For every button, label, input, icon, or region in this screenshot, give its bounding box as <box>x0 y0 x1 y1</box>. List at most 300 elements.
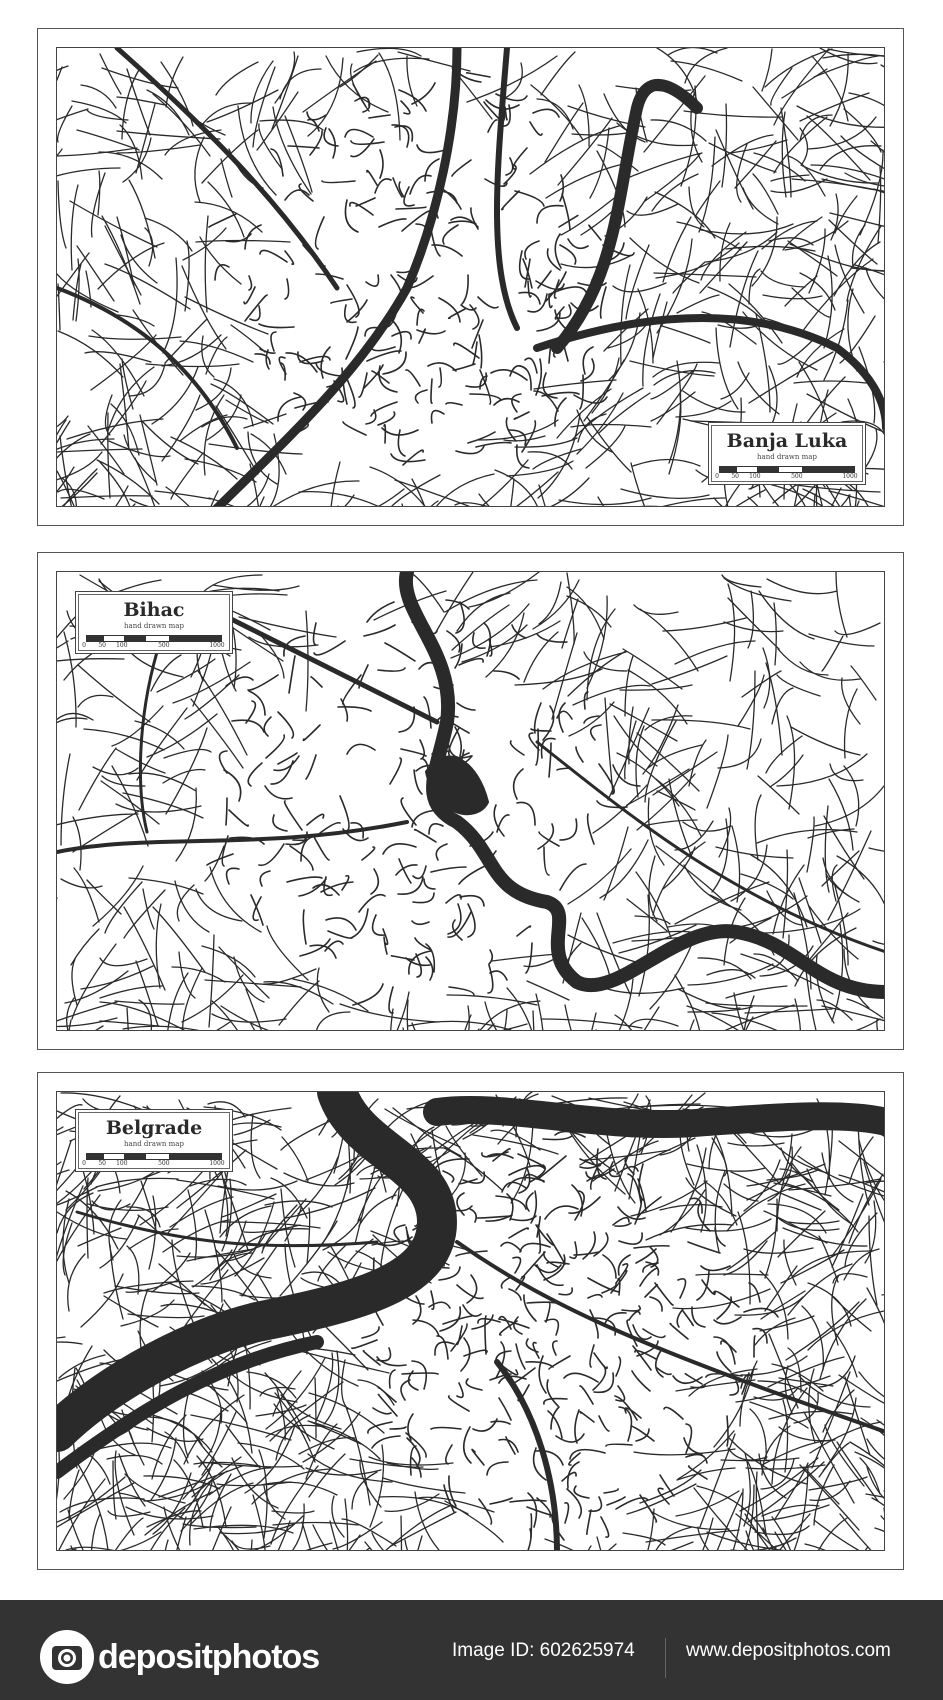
street <box>401 749 426 756</box>
legend-banja-luka <box>708 422 866 485</box>
street <box>662 326 710 343</box>
street <box>316 1012 350 1031</box>
street <box>470 1209 476 1222</box>
street <box>398 877 423 894</box>
scale-tick: 0 <box>715 473 719 480</box>
street <box>562 599 578 648</box>
street <box>390 475 440 507</box>
street <box>338 506 372 507</box>
street <box>396 207 426 209</box>
street <box>575 1410 579 1443</box>
street <box>800 273 835 310</box>
street <box>289 656 295 693</box>
street <box>219 947 269 998</box>
street <box>202 946 255 977</box>
street <box>333 1522 382 1549</box>
street <box>533 1011 537 1031</box>
street <box>373 915 385 935</box>
street <box>564 1373 598 1382</box>
street <box>621 265 630 365</box>
street <box>77 246 114 301</box>
street <box>187 1249 254 1261</box>
street <box>466 1379 482 1390</box>
street <box>799 878 821 943</box>
scale-tick: 100 <box>749 473 761 480</box>
street <box>750 1409 766 1460</box>
street <box>559 703 565 732</box>
street <box>561 256 630 268</box>
street <box>545 1319 558 1335</box>
street <box>415 938 431 950</box>
street <box>599 1416 609 1431</box>
brand-logo[interactable] <box>40 1630 319 1684</box>
street <box>412 83 435 104</box>
street <box>749 269 760 304</box>
street <box>429 1302 450 1308</box>
street <box>590 1345 594 1367</box>
street <box>414 770 422 794</box>
street <box>157 659 215 692</box>
street <box>57 149 62 183</box>
street <box>715 1171 725 1252</box>
map-panel-belgrade <box>37 1072 904 1570</box>
scale-tick: 1000 <box>209 642 225 649</box>
street <box>604 827 628 900</box>
street <box>645 716 692 730</box>
street <box>346 327 358 359</box>
street <box>375 179 391 193</box>
street <box>604 1489 618 1493</box>
street <box>514 769 523 799</box>
street <box>239 617 336 637</box>
scale-tick: 50 <box>731 473 740 480</box>
street <box>571 425 651 428</box>
street <box>340 1499 348 1551</box>
street <box>306 611 308 711</box>
scale-bar <box>86 1153 222 1160</box>
street <box>449 1396 469 1411</box>
street <box>449 987 474 995</box>
street <box>536 359 541 395</box>
street <box>502 1182 526 1192</box>
scale-tick: 100 <box>116 1160 128 1167</box>
street <box>544 847 549 875</box>
street <box>271 481 359 507</box>
street <box>370 1445 384 1527</box>
street <box>487 1462 508 1475</box>
legend-bihac <box>75 591 233 654</box>
street <box>767 579 837 594</box>
street <box>457 703 475 710</box>
street <box>473 633 485 648</box>
street <box>643 1329 665 1337</box>
street <box>311 677 322 687</box>
street <box>696 1274 768 1275</box>
street <box>207 90 278 122</box>
street <box>553 1341 557 1355</box>
scale-tick: 0 <box>82 1160 86 1167</box>
street <box>479 335 482 368</box>
street <box>357 48 421 56</box>
street <box>155 491 211 499</box>
street <box>415 830 436 843</box>
street <box>675 975 701 1031</box>
street <box>884 1508 885 1551</box>
street <box>588 814 594 844</box>
street <box>417 309 424 325</box>
street <box>183 1387 190 1457</box>
street <box>188 1190 196 1260</box>
street <box>616 1357 620 1376</box>
scale-tick: 100 <box>116 642 128 649</box>
street <box>707 970 755 978</box>
street <box>340 796 349 830</box>
street <box>552 633 577 719</box>
street <box>802 1306 823 1370</box>
scale-bar <box>86 635 222 642</box>
street <box>410 175 431 194</box>
street <box>589 1497 601 1511</box>
street <box>446 403 462 405</box>
street <box>512 394 521 412</box>
street <box>598 497 647 507</box>
street <box>328 931 352 938</box>
street <box>180 341 253 362</box>
street <box>490 1498 512 1504</box>
street <box>755 1505 829 1521</box>
street <box>411 297 423 313</box>
street <box>842 678 860 724</box>
street <box>456 446 484 454</box>
street <box>544 1252 558 1267</box>
street <box>587 609 615 700</box>
street <box>145 228 153 266</box>
street <box>576 747 583 762</box>
street <box>303 910 306 944</box>
street <box>524 632 558 682</box>
main-road <box>497 48 517 328</box>
street <box>352 1340 377 1348</box>
street <box>285 279 289 299</box>
street <box>636 1429 649 1441</box>
street <box>232 720 264 732</box>
street <box>533 109 559 117</box>
street <box>288 146 319 148</box>
street <box>808 1283 851 1326</box>
street <box>656 846 729 906</box>
street <box>574 1486 589 1498</box>
street <box>678 1279 686 1298</box>
street <box>417 330 445 334</box>
street <box>285 495 354 507</box>
street <box>57 148 137 156</box>
street <box>71 185 78 270</box>
street <box>580 1386 593 1404</box>
street <box>732 826 740 902</box>
street <box>459 865 487 884</box>
street <box>467 1275 477 1303</box>
street <box>601 1517 609 1537</box>
street <box>456 602 464 633</box>
street <box>353 984 383 1005</box>
street <box>692 1307 705 1327</box>
street <box>631 463 664 507</box>
street <box>428 363 456 371</box>
map-panel-bihac <box>37 552 904 1050</box>
street <box>869 848 885 853</box>
street <box>280 1221 337 1296</box>
street <box>748 1462 824 1522</box>
street <box>164 750 211 758</box>
street <box>246 989 275 1031</box>
street <box>501 1277 511 1288</box>
street <box>279 357 286 374</box>
street <box>98 243 164 289</box>
street <box>673 1289 770 1309</box>
street <box>457 593 510 631</box>
street <box>112 706 163 746</box>
street <box>547 1234 565 1264</box>
street <box>216 406 258 474</box>
street <box>184 1395 244 1464</box>
street <box>884 1111 885 1166</box>
street <box>129 878 203 894</box>
street <box>567 573 574 644</box>
street <box>402 1373 438 1374</box>
street <box>629 1019 678 1027</box>
street <box>755 795 761 860</box>
street <box>580 1412 594 1422</box>
street <box>431 379 432 403</box>
street <box>107 1518 143 1551</box>
street <box>448 1029 479 1031</box>
street <box>516 1344 525 1369</box>
street <box>698 1527 725 1551</box>
street <box>371 869 378 894</box>
street <box>265 1373 310 1441</box>
street <box>452 160 471 176</box>
street <box>627 899 667 931</box>
street <box>754 1336 755 1357</box>
street <box>538 824 553 849</box>
street <box>407 1000 423 1031</box>
street <box>494 805 504 836</box>
street <box>546 164 623 198</box>
street <box>379 219 406 227</box>
street <box>390 1427 406 1429</box>
street <box>724 1241 767 1275</box>
street <box>506 158 513 175</box>
street <box>824 816 864 879</box>
street <box>506 1437 515 1454</box>
website-link[interactable]: www.depositphotos.com <box>686 1640 891 1661</box>
street <box>473 1419 497 1431</box>
street <box>688 1242 720 1253</box>
street <box>802 259 873 332</box>
street <box>750 1402 808 1428</box>
street <box>84 729 164 750</box>
street <box>274 756 299 770</box>
street <box>175 881 209 932</box>
street <box>249 691 265 715</box>
street <box>338 707 371 711</box>
street <box>594 1353 607 1368</box>
street <box>330 462 340 507</box>
street <box>653 362 719 377</box>
street <box>378 668 405 671</box>
street <box>536 994 544 1031</box>
street <box>476 443 511 448</box>
street <box>671 61 742 81</box>
street <box>347 744 375 754</box>
street <box>395 480 471 507</box>
street <box>511 741 524 755</box>
street <box>463 1172 484 1183</box>
street <box>486 613 524 677</box>
street <box>520 1243 550 1252</box>
street <box>314 641 345 655</box>
street <box>143 889 154 929</box>
city-title: Banja Luka <box>726 430 848 452</box>
street <box>435 1342 454 1355</box>
street <box>727 1416 728 1446</box>
street <box>278 397 301 421</box>
street <box>559 1288 572 1295</box>
street <box>490 621 560 647</box>
street <box>537 206 563 223</box>
street <box>307 1208 310 1264</box>
street <box>647 820 697 825</box>
street <box>439 1267 460 1280</box>
street <box>485 1316 486 1354</box>
street <box>72 944 116 1019</box>
street <box>316 363 341 376</box>
street <box>472 1449 484 1465</box>
street <box>436 844 447 860</box>
street <box>494 399 519 405</box>
street <box>443 1316 472 1324</box>
street <box>100 1002 184 1030</box>
street <box>224 770 241 801</box>
street <box>752 217 777 286</box>
street <box>570 1242 577 1258</box>
street <box>509 1228 528 1238</box>
street <box>100 958 147 966</box>
street <box>78 665 150 722</box>
street <box>807 817 814 872</box>
street <box>412 1361 426 1389</box>
street <box>777 675 820 696</box>
street <box>651 120 706 141</box>
city-title: Bihac <box>123 599 185 621</box>
street <box>588 1295 602 1298</box>
street <box>209 444 302 454</box>
street <box>524 1295 536 1321</box>
street <box>79 748 116 810</box>
street <box>57 168 120 187</box>
street <box>251 1115 260 1178</box>
street <box>287 877 322 882</box>
street <box>209 214 236 227</box>
street <box>480 370 491 404</box>
street <box>377 1357 406 1366</box>
street <box>97 460 159 504</box>
street <box>221 159 232 197</box>
scale-tick: 500 <box>158 642 170 649</box>
street <box>326 918 356 930</box>
street <box>87 880 121 914</box>
street <box>99 152 162 179</box>
street <box>526 1193 533 1211</box>
street <box>272 56 298 129</box>
street <box>57 659 124 667</box>
street <box>877 1420 885 1457</box>
street <box>622 1509 654 1551</box>
street <box>623 1533 665 1545</box>
scale-tick: 1000 <box>842 473 858 480</box>
street <box>591 725 601 740</box>
street <box>413 866 426 878</box>
street <box>100 1021 159 1026</box>
street <box>603 1255 616 1278</box>
street <box>390 758 401 784</box>
street <box>380 150 383 178</box>
subtitle: hand drawn map <box>124 1140 184 1148</box>
street <box>393 178 402 197</box>
street <box>583 347 593 374</box>
street <box>272 1511 314 1513</box>
street <box>453 364 475 370</box>
street <box>315 1378 316 1438</box>
street <box>677 1309 683 1327</box>
street <box>457 1383 463 1397</box>
street <box>57 66 68 109</box>
street <box>652 1527 692 1551</box>
street <box>513 1257 521 1273</box>
street <box>445 580 537 612</box>
street <box>632 1371 650 1391</box>
street <box>590 1310 598 1338</box>
street <box>431 1428 461 1430</box>
street <box>462 625 527 662</box>
street <box>203 1507 231 1551</box>
street <box>610 704 677 741</box>
street <box>615 1223 631 1226</box>
street <box>162 395 200 461</box>
street <box>271 332 276 351</box>
street <box>677 222 741 250</box>
street <box>285 1206 301 1241</box>
street <box>621 489 709 498</box>
street <box>646 1224 733 1240</box>
street <box>467 73 490 77</box>
street <box>783 1400 788 1472</box>
street <box>271 1466 318 1544</box>
street <box>489 950 492 964</box>
street <box>462 275 468 304</box>
street <box>704 1181 737 1225</box>
street <box>57 449 142 453</box>
street <box>878 167 881 243</box>
street <box>633 460 700 467</box>
street <box>209 1468 271 1495</box>
street <box>460 896 484 906</box>
street <box>517 445 529 468</box>
street <box>364 625 395 636</box>
street <box>413 1320 439 1336</box>
street <box>173 662 250 703</box>
street <box>61 879 102 888</box>
